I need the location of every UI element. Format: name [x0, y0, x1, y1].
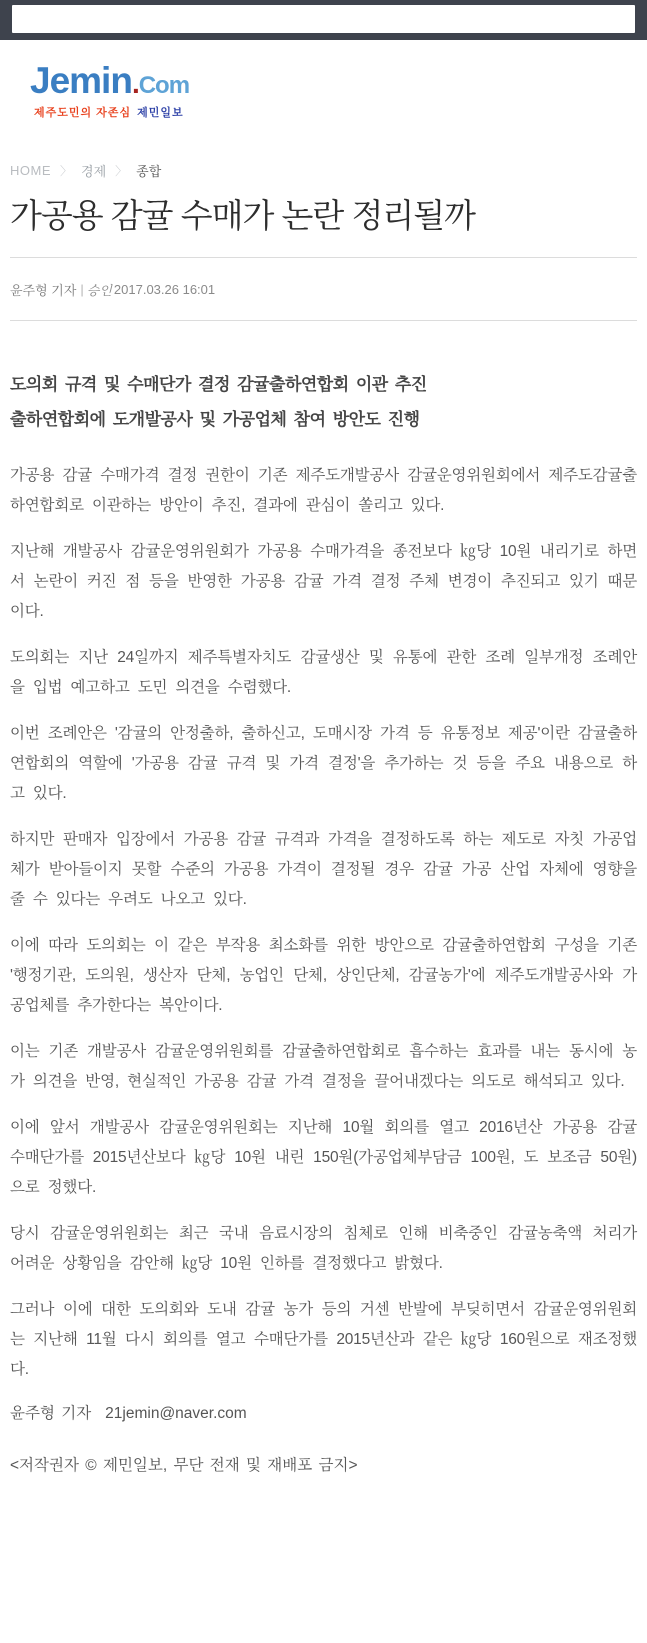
top-banner-placeholder [12, 5, 635, 33]
paragraph: 당시 감귤운영위원회는 최근 국내 음료시장의 침체로 인해 비축중인 감귤농축액 처리가 어려운 상황임을 감안해 ㎏당 10원 인하를 결정했다고 밝혔다. [10, 1224, 637, 1272]
logo-tagline-blue: 제민일보 [137, 107, 184, 119]
logo-com-text: Com [138, 72, 190, 99]
paragraph: 이번 조례안은 '감귤의 안정출하, 출하신고, 도매시장 가격 등 유통정보 제공'이란 감귤출하연합회의 역할에 '가공용 감귤 규격 및 가격 결정'을 추가하는 것 등을 주요 내용으로 하고 있다. [10, 724, 637, 802]
breadcrumb [10, 161, 637, 180]
subhead-line-2: 출하연합회에 도개발공사 및 가공업체 참여 방안도 진행 [10, 409, 420, 429]
paragraph: 하지만 판매자 입장에서 가공용 감귤 규격과 가격을 결정하도록 하는 제도로 자칫 가공업체가 받아들이지 못할 수준의 가공용 가격이 결정될 경우 감귤 가공 산업 자체에 영향을 줄 수 있다는 우려도 나오고 있다. [10, 830, 637, 908]
site-logo[interactable] [30, 62, 189, 120]
page-title: 가공용 감귤 수매가 논란 정리될까 [10, 197, 475, 234]
signature-reporter: 윤주형 기자 [10, 1404, 92, 1422]
signature-email: 21jemin@naver.com [105, 1404, 247, 1422]
byline-datetime: 2017.03.26 16:01 [113, 281, 216, 297]
breadcrumb-subsection[interactable]: 종합 [136, 164, 162, 179]
top-bar [0, 0, 647, 40]
article-subheads [10, 367, 637, 437]
logo-tagline-red: 제주도민의 자존심 [34, 107, 132, 119]
byline [10, 258, 637, 320]
paragraph: 이에 앞서 개발공사 감귤운영위원회는 지난해 10월 회의를 열고 2016년산 가공용 감귤 수매단가를 2015년산보다 ㎏당 10원 내린 150원(가공업체부담금 100원, 도 보조금 50원)으로 정했다. [10, 1118, 637, 1196]
paragraph: 도의회는 지난 24일까지 제주특별자치도 감귤생산 및 유통에 관한 조례 일부개정 조례안을 입법 예고하고 도민 의견을 수렴했다. [10, 648, 637, 696]
copyright-notice: <저작권자 © 제민일보, 무단 전재 및 재배포 금지> [10, 1456, 358, 1474]
subhead-line-1: 도의회 규격 및 수매단가 결정 감귤출하연합회 이관 추진 [10, 374, 427, 394]
chevron-right-icon: 〉 [60, 164, 73, 178]
logo-dot: . [131, 68, 139, 99]
article-body [10, 461, 637, 1385]
divider [10, 320, 637, 321]
paragraph: 이에 따라 도의회는 이 같은 부작용 최소화를 위한 방안으로 감귤출하연합회 구성을 기존 '행정기관, 도의원, 생산자 단체, 농업인 단체, 상인단체, 감귤농가'에 제주도개발공사와 가공업체를 추가한다는 복안이다. [10, 936, 637, 1014]
paragraph: 그러나 이에 대한 도의회와 도내 감귤 농가 등의 거센 반발에 부딪히면서 감귤운영위원회는 지난해 11월 다시 회의를 열고 수매단가를 2015년산과 같은 ㎏당 160원으로 재조정했다. [10, 1300, 637, 1378]
byline-reporter: 윤주형 기자 [10, 282, 77, 298]
chevron-right-icon: 〉 [115, 164, 128, 178]
paragraph: 지난해 개발공사 감귤운영위원회가 가공용 수매가격을 종전보다 ㎏당 10원 내리기로 하면서 논란이 커진 점 등을 반영한 가공용 감귤 가격 결정 주체 변경이 추진되고 있기 때문이다. [10, 542, 637, 620]
paragraph: 가공용 감귤 수매가격 결정 권한이 기존 제주도개발공사 감귤운영위원회에서 제주도감귤출하연합회로 이관하는 방안이 추진, 결과에 관심이 쏠리고 있다. [10, 466, 637, 514]
byline-approved-label: 승인 [86, 282, 112, 298]
logo-tagline [34, 104, 189, 120]
breadcrumb-home[interactable]: HOME [10, 163, 51, 178]
reporter-signature [10, 1401, 637, 1423]
byline-separator: | [80, 281, 84, 297]
article-container [0, 161, 647, 1475]
breadcrumb-economy[interactable]: 경제 [81, 164, 107, 179]
logo-jemin-text: Jemin [30, 60, 132, 101]
paragraph: 이는 기존 개발공사 감귤운영위원회를 감귤출하연합회로 흡수하는 효과를 내는 동시에 농가 의견을 반영, 현실적인 가공용 감귤 가격 결정을 끌어내겠다는 의도로 해석되고 있다. [10, 1042, 637, 1090]
